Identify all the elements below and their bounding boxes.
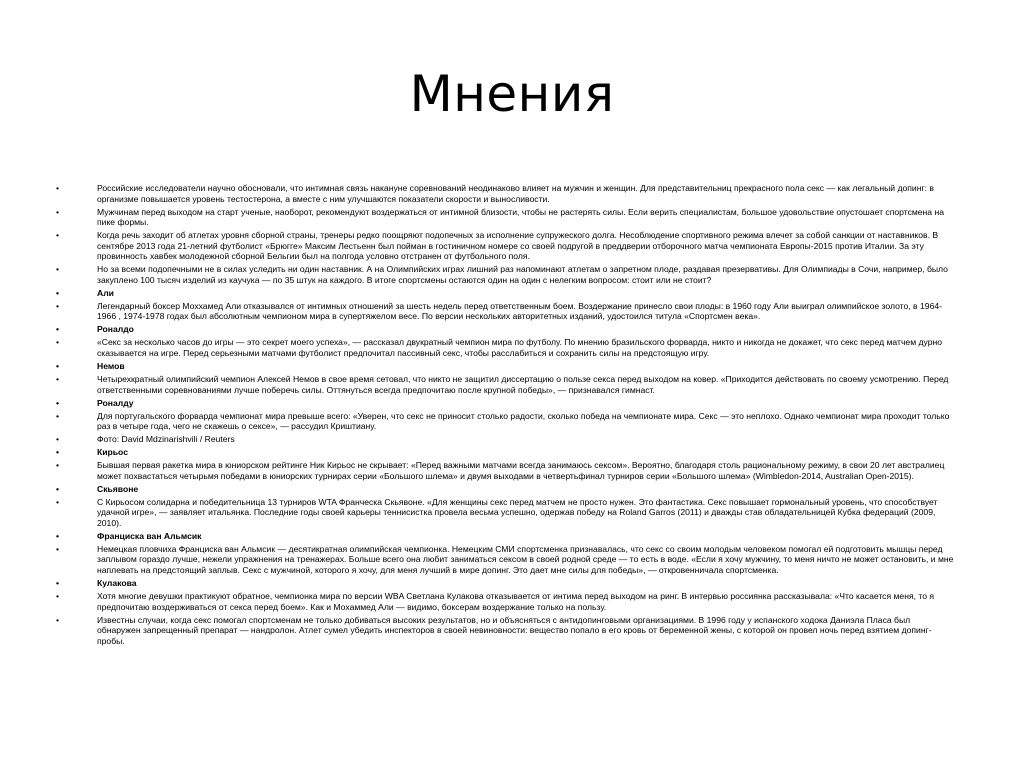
- bullet-dot-icon: •: [56, 434, 60, 445]
- bullet-item: [56, 460, 956, 481]
- bullet-text: Немецкая пловчиха Франциска ван Альмсик — десятикратная олимпийская чемпионка. Немецким СМИ спортсменка признавалась, что секс со своим молодым человеком помогал ей подготовить мышцы перед заплывом гораздо лучше, нежели упражнения на тренажерах. Больше всего она любит заниматься сексом в своей родной среде — то есть в воде. «Если я хочу мужчину, то меня ничто не может остановить, и мне наплевать на предстоящий заплыв. Секс с мужчиной, которого я хочу, для меня лучший в мире допинг. Это дает мне силы для победы», — откровенничала спортсменка.: [97, 543, 954, 576]
- bullet-dot-icon: •: [56, 530, 60, 541]
- bullet-dot-icon: •: [56, 361, 60, 372]
- bullet-text: Но за всеми подопечными не в силах уследить ни один наставник. А на Олимпийских играх лишний раз напоминают атлетам о запретном плоде, раздавая презервативы. Для Олимпиады в Сочи, например, было закуплено 100 тысяч изделий из каучука — по 35 штук на каждого. В итоге спортсмены остаются один на один с нелегким вопросом: стоит или не стоит?: [97, 264, 948, 285]
- bullet-item: [56, 411, 956, 432]
- section-heading: [56, 447, 956, 458]
- bullet-item: [56, 591, 956, 612]
- bullet-dot-icon: •: [56, 300, 60, 311]
- section-heading: [56, 578, 956, 589]
- bullet-text: Бывшая первая ракетка мира в юниорском рейтинге Ник Кирьос не скрывает: «Перед важными матчами всегда занимаюсь сексом». Вероятно, благодаря столь рациональному режиму, в свои 20 лет австралиец может похвастаться четырьмя победами в юниорских турнирах серии «Большого шлема» и двумя выходами в четвертьфинал турниров серии «Большого шлема» (Wimbledon-2014, Australian Open-2015).: [97, 460, 945, 481]
- bullet-item: [56, 301, 956, 322]
- bullet-dot-icon: •: [56, 460, 60, 471]
- bullet-item: [56, 230, 956, 262]
- bullet-text: Али: [97, 287, 114, 298]
- bullet-text: Хотя многие девушки практикуют обратное, чемпионка мира по версии WBA Светлана Кулакова отказывается от интима перед выходом на ринг. В интервью россиянка рассказывала: «Что касается меня, то я предпочитаю воздерживаться от секса перед боем». Как и Мохаммед Али — видимо, боксерам воздержание только на пользу.: [97, 591, 935, 612]
- bullet-item: [56, 544, 956, 576]
- bullet-dot-icon: •: [56, 591, 60, 601]
- bullet-dot-icon: •: [56, 264, 60, 275]
- bullet-dot-icon: •: [56, 496, 60, 507]
- bullet-text: Фото: David Mdzinarishvili / Reuters: [97, 434, 235, 445]
- bullet-list: [56, 183, 956, 649]
- bullet-dot-icon: •: [56, 543, 60, 554]
- section-heading: [56, 484, 956, 495]
- bullet-text: Скьявоне: [97, 483, 139, 494]
- bullet-dot-icon: •: [56, 206, 60, 217]
- bullet-text: Известны случаи, когда секс помогал спортсменам не только добиваться высоких результатов, но и объясняться с антидопинговыми организациями. В 1996 году у испанского ходока Даниэла Пласа был обнаружен запрещенный препарат — нандролон. Атлет сумел убедить инспекторов в своей невиновности: вещество попало в его кровь от беременной жены, с которой он провел ночь перед взятием допинг-пробы.: [97, 614, 932, 646]
- bullet-dot-icon: •: [56, 183, 60, 193]
- bullet-item: [56, 264, 956, 285]
- bullet-text: Российские исследователи научно обосновали, что интимная связь накануне соревнований неодинаково влияет на мужчин и женщин. Для представительниц прекрасного пола секс — как легальный допинг: в организме повышается уровень тестостерона, а вместе с ним улучшаются показатели скорости и выносливости.: [97, 183, 934, 204]
- bullet-dot-icon: •: [56, 397, 60, 408]
- bullet-item: [56, 615, 956, 647]
- bullet-item: [56, 497, 956, 529]
- bullet-text: Роналду: [97, 397, 134, 408]
- section-heading: [56, 288, 956, 299]
- bullet-item: [56, 434, 956, 445]
- bullet-dot-icon: •: [56, 230, 60, 241]
- bullet-dot-icon: •: [56, 447, 60, 458]
- bullet-text: Кирьос: [97, 447, 128, 458]
- bullet-text: Мужчинам перед выходом на старт ученые, наоборот, рекомендуют воздержаться от интимной близости, чтобы не растерять силы. Если верить специалистам, большое удовольствие опустошает спортсмена на пике формы.: [97, 206, 944, 228]
- slide-title: Мнения: [409, 65, 615, 123]
- section-heading: [56, 324, 956, 335]
- section-heading: [56, 531, 956, 542]
- bullet-text: Легендарный боксер Моххамед Али отказывался от интимных отношений за шесть недель перед ответственным боем. Воздержание принесло свои плоды: в 1960 году Али выиграл олимпийское золото, в 1964-1966 , 1974-1978 годах был абсолютным чемпионом мира в супертяжелом весе. По версии нескольких авторитетных изданий, удостоился титула «Спортсмен века».: [97, 300, 942, 322]
- bullet-item: [56, 183, 956, 204]
- bullet-text: С Кирьосом солидарна и победительница 13 турниров WTA Франческа Скьявоне. «Для женщины секс перед матчем не просто нужен. Это фантастика. Секс повышает гормональный уровень, что способствует удачной игре», — заявляет итальянка. Последние годы своей карьеры теннисистка провела весьма успешно, одержав победу на Roland Garros (2011) и дважды став обладательницей Кубка федераций (2009, 2010).: [97, 496, 938, 528]
- bullet-text: Четырехкратный олимпийский чемпион Алексей Немов в свое время сетовал, что никто не защитил диссертацию о пользе секса перед выходом на ковер. «Приходится действовать по своему усмотрению. Перед ответственными соревнованиями лучше поберечь силы. Оттянуться всегда предпочитаю после крупной победы», — признавался гимнаст.: [97, 374, 949, 395]
- bullet-dot-icon: •: [56, 410, 60, 421]
- bullet-dot-icon: •: [56, 578, 60, 589]
- bullet-dot-icon: •: [56, 287, 60, 298]
- bullet-text: Кулакова: [97, 578, 137, 589]
- bullet-text: Когда речь заходит об атлетах уровня сборной страны, тренеры редко поощряют подопечных за исполнение супружеского долга. Несоблюдение спортивного режима влечет за собой санкции от наставников. В сентябре 2013 года 21-летний футболист «Брюгге» Максим Лестьенн был пойман в гостиничном номере со своей подругой в преддверии отборочного матча чемпионата Европы-2015 против Италии. За эту провинность хавбек молодежной сборной Бельгии был на полгода условно отстранен от футбольного поля.: [97, 230, 939, 262]
- bullet-item: [56, 374, 956, 395]
- bullet-dot-icon: •: [56, 337, 60, 348]
- bullet-text: Франциска ван Альмсик: [97, 530, 202, 541]
- bullet-text: «Секс за несколько часов до игры — это секрет моего успеха», — рассказал двукратный чемпион мира по футболу. По мнению бразильского форварда, никто и никогда не докажет, что секс перед матчем дурно сказывается на игре. Перед серьезными матчами футболист предпочитал пассивный секс, чтобы расслабиться и сохранить силы на предстоящую игру.: [97, 337, 943, 359]
- bullet-dot-icon: •: [56, 374, 60, 385]
- bullet-text: Немов: [97, 361, 125, 372]
- bullet-dot-icon: •: [56, 324, 60, 335]
- bullet-dot-icon: •: [56, 614, 60, 625]
- section-heading: [56, 398, 956, 409]
- bullet-item: [56, 207, 956, 228]
- bullet-dot-icon: •: [56, 483, 60, 494]
- bullet-text: Роналдо: [97, 324, 134, 335]
- section-heading: [56, 361, 956, 372]
- bullet-text: Для португальского форварда чемпионат мира превыше всего: «Уверен, что секс не приносит столько радости, сколько победа на чемпионате мира. Секс — это неплохо. Однако чемпионат мира проходит только раз в четыре года, чего не скажешь о сексе», — рассудил Криштиану.: [97, 410, 950, 432]
- bullet-item: [56, 337, 956, 358]
